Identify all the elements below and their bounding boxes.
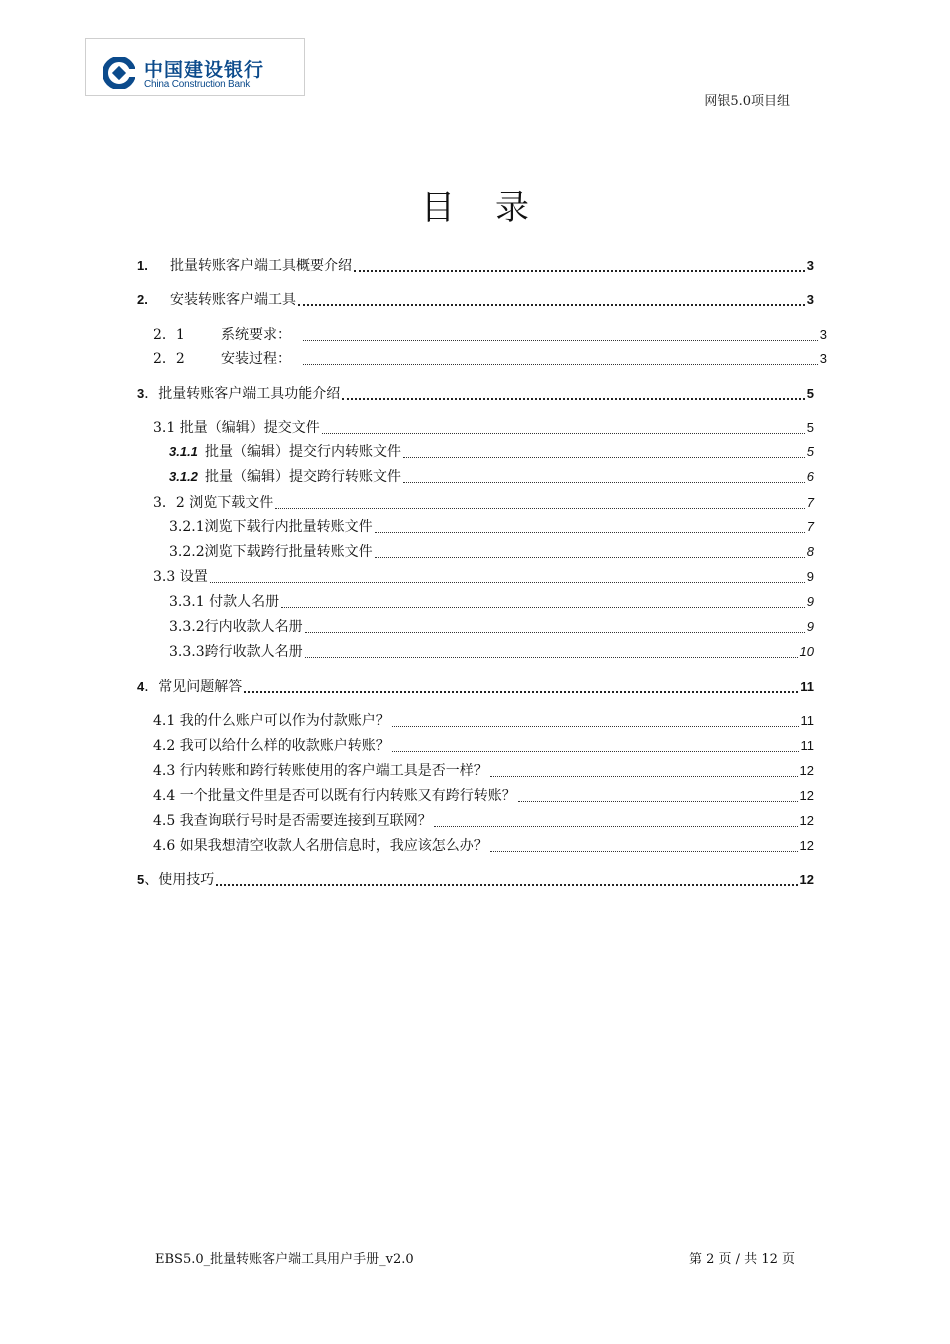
toc-entry-3-3-2[interactable] xyxy=(169,616,814,636)
footer-page-number: 第 2 页 / 共 12 页 xyxy=(689,1252,795,1267)
toc-leader-dots xyxy=(244,691,798,693)
toc-entry-page: 3 xyxy=(806,292,814,307)
toc-leader-dots xyxy=(490,851,798,852)
toc-entry-2-2[interactable] xyxy=(153,348,827,368)
toc-leader-dots xyxy=(375,532,805,533)
toc-entry-number: 3.1.1 xyxy=(169,444,198,459)
toc-entry-number: 3.1.2 xyxy=(169,469,198,484)
toc-entry-4[interactable] xyxy=(137,676,814,696)
toc-entry-page: 7 xyxy=(806,519,814,534)
toc-entry-3-2-1[interactable] xyxy=(169,516,814,536)
toc-entry-label: 4.2 我可以给什么样的收款账户转账？ xyxy=(153,738,390,754)
toc-entry-page: 12 xyxy=(799,788,814,803)
toc-leader-dots xyxy=(403,457,805,458)
toc-entry-number: 4 xyxy=(137,679,145,694)
toc-entry-3-2[interactable] xyxy=(153,492,814,512)
toc-entry-2-1[interactable] xyxy=(153,324,827,344)
toc-leader-dots xyxy=(216,884,797,886)
toc-leader-dots xyxy=(375,557,805,558)
toc-leader-dots xyxy=(434,826,798,827)
toc-entry-label: 安装过程： xyxy=(221,351,291,367)
toc-entry-page: 12 xyxy=(799,838,814,853)
toc-entry-page: 9 xyxy=(806,619,814,634)
toc-entry-3-3-1[interactable] xyxy=(169,591,814,611)
toc-entry-3-3-3[interactable] xyxy=(169,641,814,661)
toc-leader-dots xyxy=(303,364,818,365)
toc-entry-4-6[interactable] xyxy=(153,835,814,855)
toc-leader-dots xyxy=(518,801,798,802)
toc-entry-page: 11 xyxy=(800,713,814,728)
toc-leader-dots xyxy=(354,270,805,272)
toc-leader-dots xyxy=(342,398,805,400)
toc-entry-page: 12 xyxy=(799,872,814,887)
toc-entry-page: 5 xyxy=(806,444,814,459)
toc-leader-dots xyxy=(303,340,818,341)
toc-entry-page: 11 xyxy=(800,679,814,694)
toc-entry-page: 3 xyxy=(819,351,827,366)
toc-leader-dots xyxy=(275,508,805,509)
project-group-label: 网银5.0项目组 xyxy=(704,94,790,109)
toc-entry-label: 安装转账客户端工具 xyxy=(170,292,296,308)
toc-entry-label: 3.3.2行内收款人名册 xyxy=(169,619,303,635)
toc-entry-4-4[interactable] xyxy=(153,785,814,805)
toc-leader-dots xyxy=(322,433,805,434)
toc-entry-page: 3 xyxy=(806,258,814,273)
toc-entry-3[interactable] xyxy=(137,383,814,403)
logo-chinese-name: 中国建设银行 xyxy=(144,59,265,81)
toc-entry-4-1[interactable] xyxy=(153,710,814,730)
toc-entry-number: 2．1 xyxy=(153,327,185,343)
toc-leader-dots xyxy=(392,726,799,727)
toc-leader-dots xyxy=(490,776,798,777)
toc-leader-dots xyxy=(298,304,805,306)
toc-entry-page: 11 xyxy=(800,738,814,753)
toc-entry-label: 、使用技巧 xyxy=(144,872,215,888)
toc-entry-page: 3 xyxy=(819,327,827,342)
toc-entry-3-2-2[interactable] xyxy=(169,541,814,561)
toc-entry-page: 12 xyxy=(799,813,814,828)
toc-entry-label: 批量（编辑）提交行内转账文件 xyxy=(205,444,401,460)
toc-entry-page: 9 xyxy=(806,569,814,584)
toc-entry-4-3[interactable] xyxy=(153,760,814,780)
toc-leader-dots xyxy=(210,582,805,583)
toc-entry-label: 4.6 如果我想清空收款人名册信息时，我应该怎么办？ xyxy=(153,838,488,854)
toc-entry-4-5[interactable] xyxy=(153,810,814,830)
toc-entry-1[interactable] xyxy=(137,255,814,275)
toc-leader-dots xyxy=(281,607,805,608)
toc-entry-number: 3 xyxy=(137,386,145,401)
toc-entry-3-1[interactable] xyxy=(153,417,814,437)
toc-entry-label: 3.3.1 付款人名册 xyxy=(169,594,280,610)
toc-entry-label: 4.3 行内转账和跨行转账使用的客户端工具是否一样？ xyxy=(153,763,488,779)
toc-entry-label: 4.5 我查询联行号时是否需要连接到互联网？ xyxy=(153,813,432,829)
bank-logo xyxy=(85,38,305,96)
toc-entry-label: 3.2.1浏览下载行内批量转账文件 xyxy=(169,519,373,535)
toc-entry-number: 5 xyxy=(137,872,145,887)
toc-entry-number: 2. xyxy=(137,292,148,307)
toc-entry-label: 3.2.2浏览下载跨行批量转账文件 xyxy=(169,544,373,560)
toc-entry-label: 批量转账客户端工具概要介绍 xyxy=(170,258,352,274)
toc-entry-page: 12 xyxy=(799,763,814,778)
toc-entry-label: 4.1 我的什么账户可以作为付款账户？ xyxy=(153,713,390,729)
toc-entry-number: 2．2 xyxy=(153,351,185,367)
toc-leader-dots xyxy=(403,482,805,483)
toc-entry-page: 10 xyxy=(799,644,814,659)
toc-entry-page: 8 xyxy=(806,544,814,559)
toc-entry-page: 5 xyxy=(806,386,814,401)
footer-document-name: EBS5.0_批量转账客户端工具用户手册_v2.0 xyxy=(155,1252,414,1267)
toc-entry-4-2[interactable] xyxy=(153,735,814,755)
toc-entry-3-1-1[interactable] xyxy=(169,441,814,461)
toc-entry-number: 1. xyxy=(137,258,148,273)
toc-entry-3-1-2[interactable] xyxy=(169,466,814,486)
toc-entry-5[interactable] xyxy=(137,869,814,889)
toc-entry-label: 3.3 设置 xyxy=(153,569,208,585)
toc-entry-page: 9 xyxy=(806,594,814,609)
ccb-logo-icon xyxy=(103,57,135,89)
toc-leader-dots xyxy=(392,751,799,752)
toc-entry-2[interactable] xyxy=(137,289,814,309)
toc-entry-label: 3．2 浏览下载文件 xyxy=(153,495,274,511)
toc-entry-label: 3.1 批量（编辑）提交文件 xyxy=(153,420,320,436)
toc-leader-dots xyxy=(305,632,805,633)
toc-entry-label: ．批量转账客户端工具功能介绍 xyxy=(144,386,341,402)
toc-entry-page: 6 xyxy=(806,469,814,484)
toc-entry-label: 系统要求： xyxy=(221,327,291,343)
toc-entry-label: 3.3.3跨行收款人名册 xyxy=(169,644,303,660)
toc-title: 目录 xyxy=(421,188,569,228)
toc-entry-label: 4.4 一个批量文件里是否可以既有行内转账又有跨行转账？ xyxy=(153,788,516,804)
toc-entry-3-3[interactable] xyxy=(153,566,814,586)
logo-english-name: China Construction Bank xyxy=(144,79,251,90)
toc-leader-dots xyxy=(305,657,798,658)
toc-entry-page: 7 xyxy=(806,495,814,510)
toc-entry-page: 5 xyxy=(806,420,814,435)
toc-entry-label: 批量（编辑）提交跨行转账文件 xyxy=(205,469,401,485)
toc-entry-label: ．常见问题解答 xyxy=(144,679,243,695)
